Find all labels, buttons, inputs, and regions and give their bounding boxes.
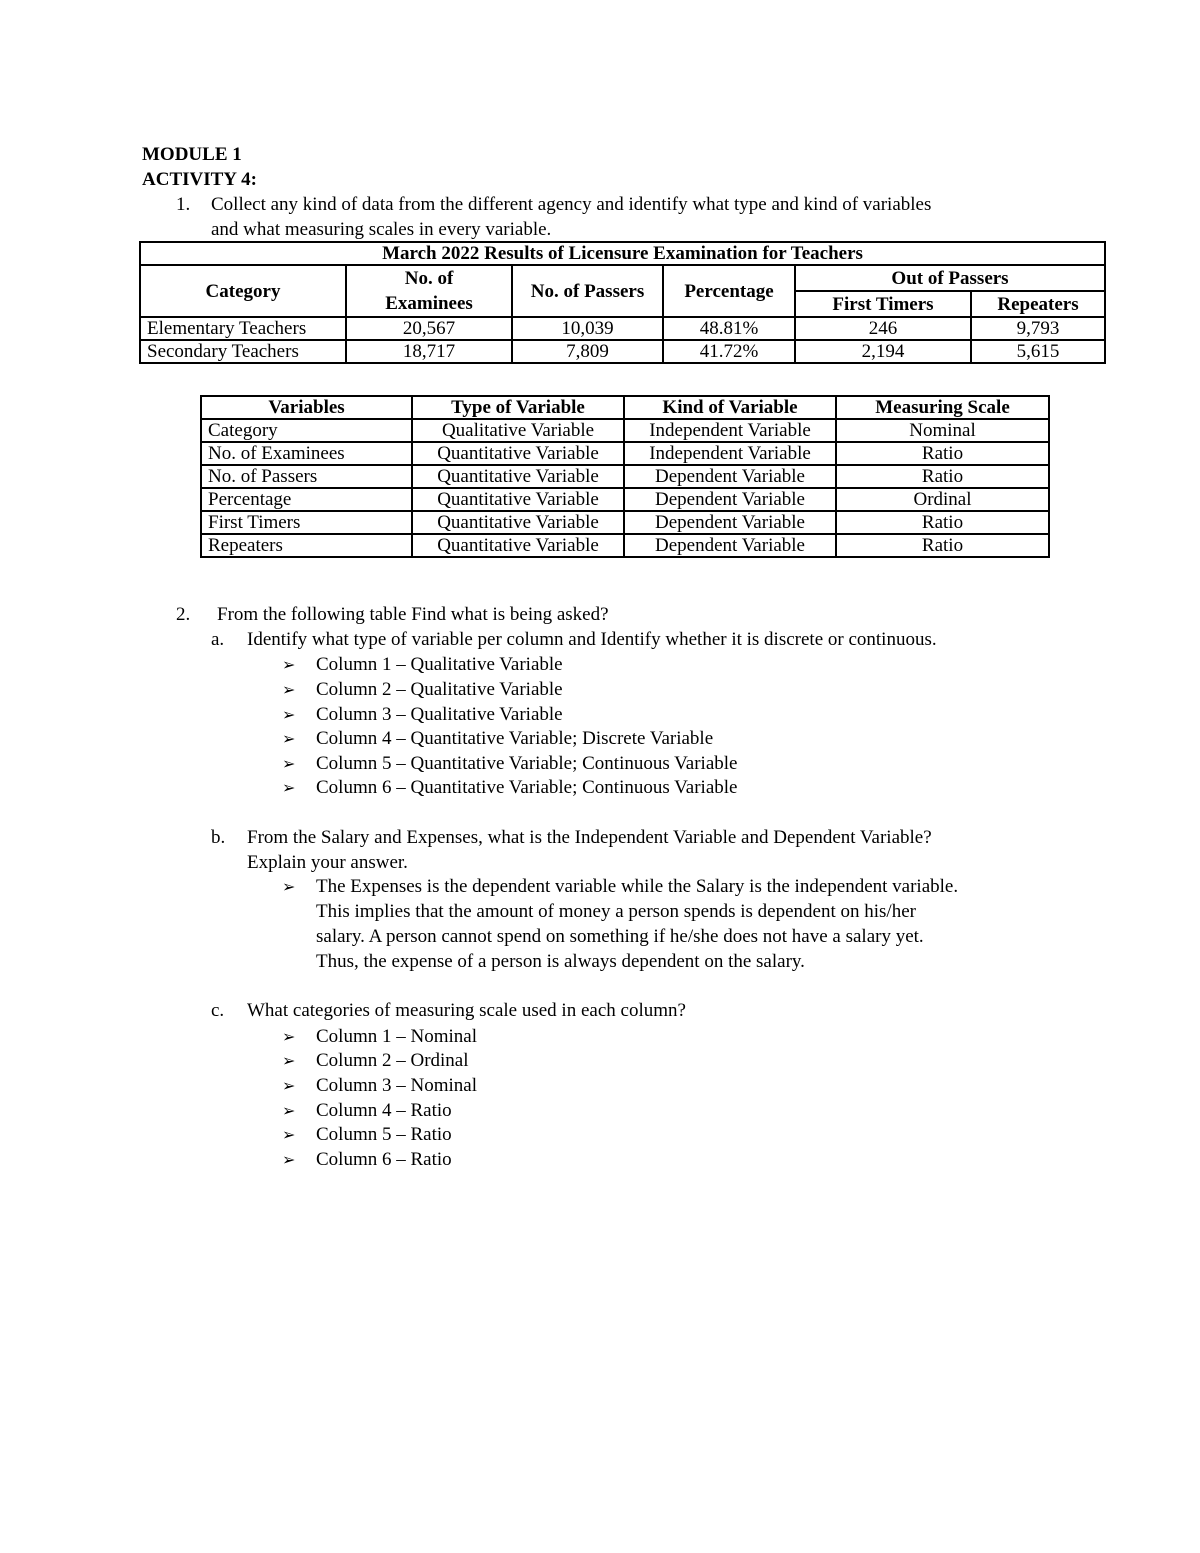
list-item-text: Column 1 – Qualitative Variable (316, 654, 563, 675)
cell-kind: Independent Variable (624, 419, 836, 442)
module-title: MODULE 1 (142, 144, 242, 165)
arrowhead-bullet-icon: ➢ (282, 778, 296, 797)
cell-kind: Dependent Variable (624, 534, 836, 557)
cell-scale: Nominal (836, 419, 1049, 442)
cell-first-timers: 2,194 (795, 340, 971, 363)
table-row (201, 511, 1049, 534)
list-item (282, 677, 563, 702)
cell-examinees: 18,717 (346, 340, 512, 363)
answer-line: salary. A person cannot spend on something if he/she does not have a salary yet. (316, 926, 924, 947)
activity-title: ACTIVITY 4: (142, 169, 257, 190)
cell-kind: Independent Variable (624, 442, 836, 465)
list-item (282, 1122, 452, 1147)
cell-examinees: 20,567 (346, 317, 512, 340)
header-kind-of-variable: Kind of Variable (624, 396, 836, 419)
answer-line: The Expenses is the dependent variable while the Salary is the independent variable. (316, 876, 959, 897)
header-percentage: Percentage (663, 265, 795, 317)
header-passers: No. of Passers (512, 265, 663, 317)
table-row (201, 419, 1049, 442)
arrowhead-bullet-icon: ➢ (282, 1051, 296, 1070)
cell-type: Quantitative Variable (412, 511, 624, 534)
variables-table (200, 395, 1050, 558)
table-row (201, 465, 1049, 488)
cell-percentage: 48.81% (663, 317, 795, 340)
header-examinees-line1: No. of (404, 268, 454, 289)
header-examinees-line2: Examinees (385, 293, 473, 314)
cell-repeaters: 5,615 (971, 340, 1105, 363)
list-item (282, 702, 563, 727)
arrowhead-bullet-icon: ➢ (282, 680, 296, 699)
arrowhead-bullet-icon: ➢ (282, 1101, 296, 1120)
list-item-text: Column 3 – Nominal (316, 1075, 477, 1096)
cell-percentage: 41.72% (663, 340, 795, 363)
cell-type: Quantitative Variable (412, 442, 624, 465)
arrowhead-bullet-icon: ➢ (282, 1076, 296, 1095)
answer-line: This implies that the amount of money a person spends is dependent on his/her (316, 901, 916, 922)
header-variables: Variables (201, 396, 412, 419)
cell-category: Secondary Teachers (140, 340, 346, 363)
question-2-text: From the following table Find what is being asked? (217, 604, 609, 625)
list-item (282, 1098, 452, 1123)
list-item-text: Column 2 – Ordinal (316, 1050, 469, 1071)
cell-repeaters: 9,793 (971, 317, 1105, 340)
arrowhead-bullet-icon: ➢ (282, 1150, 296, 1169)
question-1-number: 1. (176, 194, 191, 215)
arrowhead-bullet-icon: ➢ (282, 1125, 296, 1144)
list-item (282, 874, 958, 899)
cell-variable: No. of Examinees (201, 442, 412, 465)
list-item-text: Column 5 – Ratio (316, 1124, 452, 1145)
list-item-text: Column 2 – Qualitative Variable (316, 679, 563, 700)
table-row (140, 317, 1105, 340)
cell-variable: First Timers (201, 511, 412, 534)
cell-category: Elementary Teachers (140, 317, 346, 340)
list-item-text: Column 3 – Qualitative Variable (316, 704, 563, 725)
cell-type: Quantitative Variable (412, 465, 624, 488)
cell-scale: Ratio (836, 442, 1049, 465)
part-b-line-2: Explain your answer. (247, 852, 408, 873)
cell-type: Quantitative Variable (412, 488, 624, 511)
cell-kind: Dependent Variable (624, 465, 836, 488)
list-item-text: Column 6 – Ratio (316, 1149, 452, 1170)
header-examinees (346, 265, 512, 317)
table-row (201, 534, 1049, 557)
table-row (140, 340, 1105, 363)
cell-scale: Ordinal (836, 488, 1049, 511)
cell-variable: Category (201, 419, 412, 442)
cell-kind: Dependent Variable (624, 488, 836, 511)
question-2-number: 2. (176, 604, 191, 625)
table-row (201, 442, 1049, 465)
list-item (282, 652, 563, 677)
arrowhead-bullet-icon: ➢ (282, 729, 296, 748)
arrowhead-bullet-icon: ➢ (282, 705, 296, 724)
header-category: Category (140, 265, 346, 317)
answer-line: Thus, the expense of a person is always dependent on the salary. (316, 951, 805, 972)
part-a-label: a. (211, 629, 225, 650)
table-row (201, 488, 1049, 511)
header-type-of-variable: Type of Variable (412, 396, 624, 419)
header-measuring-scale: Measuring Scale (836, 396, 1049, 419)
cell-first-timers: 246 (795, 317, 971, 340)
part-c-label: c. (211, 1000, 225, 1021)
part-c-text: What categories of measuring scale used in each column? (247, 1000, 686, 1021)
cell-kind: Dependent Variable (624, 511, 836, 534)
cell-scale: Ratio (836, 465, 1049, 488)
part-b-label: b. (211, 827, 226, 848)
cell-variable: Repeaters (201, 534, 412, 557)
part-a-text: Identify what type of variable per column and Identify whether it is discrete or continuous. (247, 629, 937, 650)
list-item-text: Column 1 – Nominal (316, 1026, 477, 1047)
list-item-text: Column 6 – Quantitative Variable; Continuous Variable (316, 777, 738, 798)
list-item (282, 751, 737, 776)
header-repeaters: Repeaters (971, 291, 1105, 317)
arrowhead-bullet-icon: ➢ (282, 877, 296, 896)
cell-passers: 7,809 (512, 340, 663, 363)
list-item-text: Column 4 – Ratio (316, 1100, 452, 1121)
cell-variable: No. of Passers (201, 465, 412, 488)
arrowhead-bullet-icon: ➢ (282, 1027, 296, 1046)
header-first-timers: First Timers (795, 291, 971, 317)
question-1-line-1: Collect any kind of data from the different agency and identify what type and kind of variables (211, 194, 932, 215)
list-item (282, 1073, 477, 1098)
cell-type: Quantitative Variable (412, 534, 624, 557)
question-1-line-2: and what measuring scales in every variable. (211, 219, 552, 240)
cell-scale: Ratio (836, 534, 1049, 557)
cell-passers: 10,039 (512, 317, 663, 340)
cell-type: Qualitative Variable (412, 419, 624, 442)
list-item (282, 1147, 452, 1172)
arrowhead-bullet-icon: ➢ (282, 655, 296, 674)
cell-variable: Percentage (201, 488, 412, 511)
list-item (282, 1048, 469, 1073)
list-item-text: Column 5 – Quantitative Variable; Continuous Variable (316, 753, 738, 774)
part-b-line-1: From the Salary and Expenses, what is the Independent Variable and Dependent Variable? (247, 827, 932, 848)
results-table (139, 241, 1106, 364)
header-out-of-passers: Out of Passers (795, 265, 1105, 291)
cell-scale: Ratio (836, 511, 1049, 534)
results-table-caption: March 2022 Results of Licensure Examination for Teachers (140, 242, 1105, 265)
list-item-text: Column 4 – Quantitative Variable; Discrete Variable (316, 728, 714, 749)
list-item (282, 775, 737, 800)
list-item (282, 1024, 477, 1049)
arrowhead-bullet-icon: ➢ (282, 754, 296, 773)
list-item (282, 726, 713, 751)
